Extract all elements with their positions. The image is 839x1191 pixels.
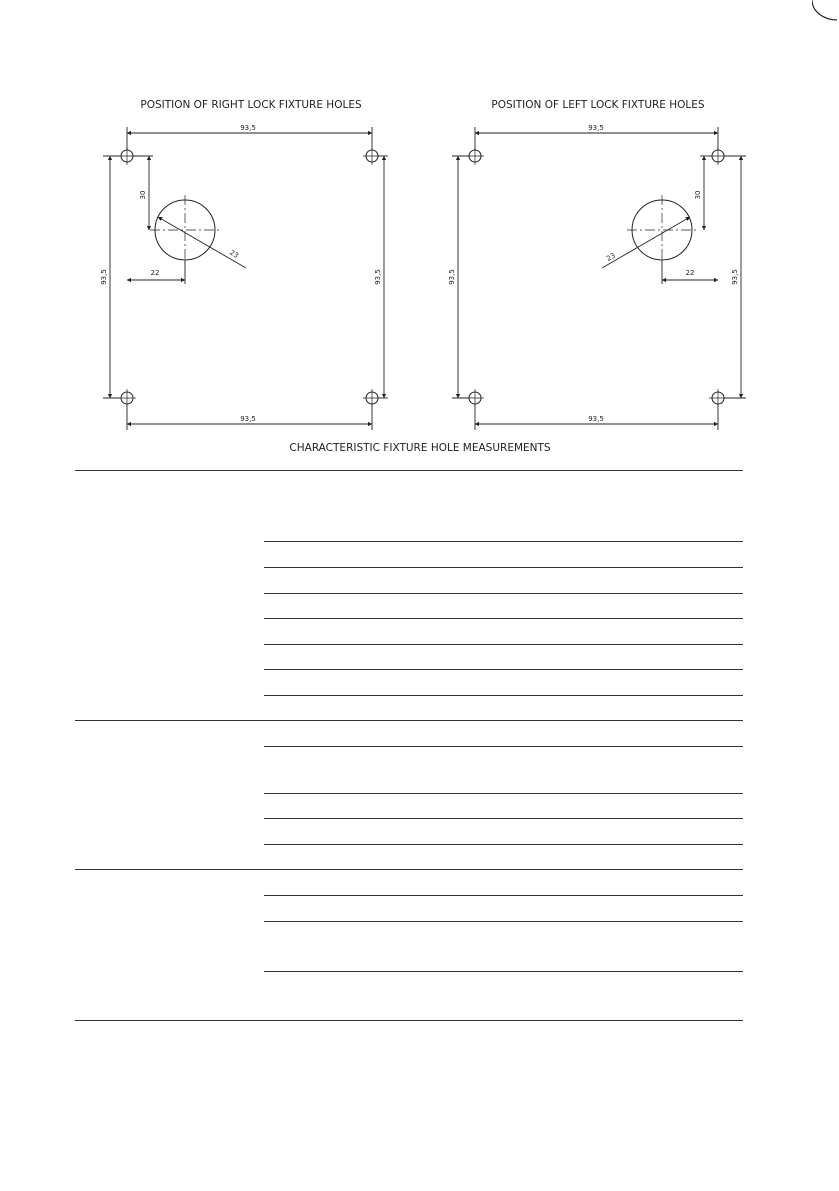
- table-rule: [264, 746, 743, 747]
- table-rule: [264, 971, 743, 972]
- right-vertical-offset-label: 30: [139, 190, 147, 200]
- left-lock-title: POSITION OF LEFT LOCK FIXTURE HOLES: [491, 99, 705, 111]
- table-rule: [264, 695, 743, 696]
- table-rule: [264, 644, 743, 645]
- right-right-height-label: 93,5: [374, 269, 382, 285]
- left-vertical-offset-label: 30: [694, 190, 702, 200]
- left-fixture-hole-bottom-right: [709, 389, 727, 407]
- left-fixture-hole-bottom-left: [466, 389, 484, 407]
- right-horizontal-offset-label: 22: [150, 269, 160, 277]
- right-left-height-label: 93,5: [100, 269, 108, 285]
- right-fixture-hole-top-left: [118, 147, 136, 165]
- left-horizontal-offset-label: 22: [685, 269, 695, 277]
- right-fixture-hole-bottom-right: [363, 389, 381, 407]
- table-rule: [264, 921, 743, 922]
- table-rule: [264, 818, 743, 819]
- figure-caption: CHARACTERISTIC FIXTURE HOLE MEASUREMENTS: [289, 442, 551, 454]
- left-fixture-hole-top-left: [466, 147, 484, 165]
- right-top-width-label: 93,5: [240, 124, 256, 132]
- table-rule: [264, 541, 743, 542]
- left-top-width-label: 93,5: [588, 124, 604, 132]
- left-bottom-width-label: 93,5: [588, 415, 604, 423]
- right-fixture-hole-top-right: [363, 147, 381, 165]
- left-right-height-label: 93,5: [731, 269, 739, 285]
- table-rule: [264, 669, 743, 670]
- left-diameter-label: 23: [605, 251, 617, 263]
- right-lock-title: POSITION OF RIGHT LOCK FIXTURE HOLES: [140, 99, 362, 111]
- table-rule: [264, 895, 743, 896]
- table-rule: [264, 618, 743, 619]
- right-diameter-label: 23: [228, 248, 240, 260]
- table-rule: [75, 1020, 743, 1021]
- table-rule: [264, 793, 743, 794]
- table-rule: [75, 470, 743, 471]
- table-rule: [264, 593, 743, 594]
- fixture-hole-drawing: [0, 0, 839, 470]
- table-rule: [264, 844, 743, 845]
- right-fixture-hole-bottom-left: [118, 389, 136, 407]
- table-rule: [75, 869, 743, 870]
- left-fixture-hole-top-right: [709, 147, 727, 165]
- table-rule: [75, 720, 743, 721]
- left-left-height-label: 93,5: [448, 269, 456, 285]
- table-rule: [264, 567, 743, 568]
- right-bottom-width-label: 93,5: [240, 415, 256, 423]
